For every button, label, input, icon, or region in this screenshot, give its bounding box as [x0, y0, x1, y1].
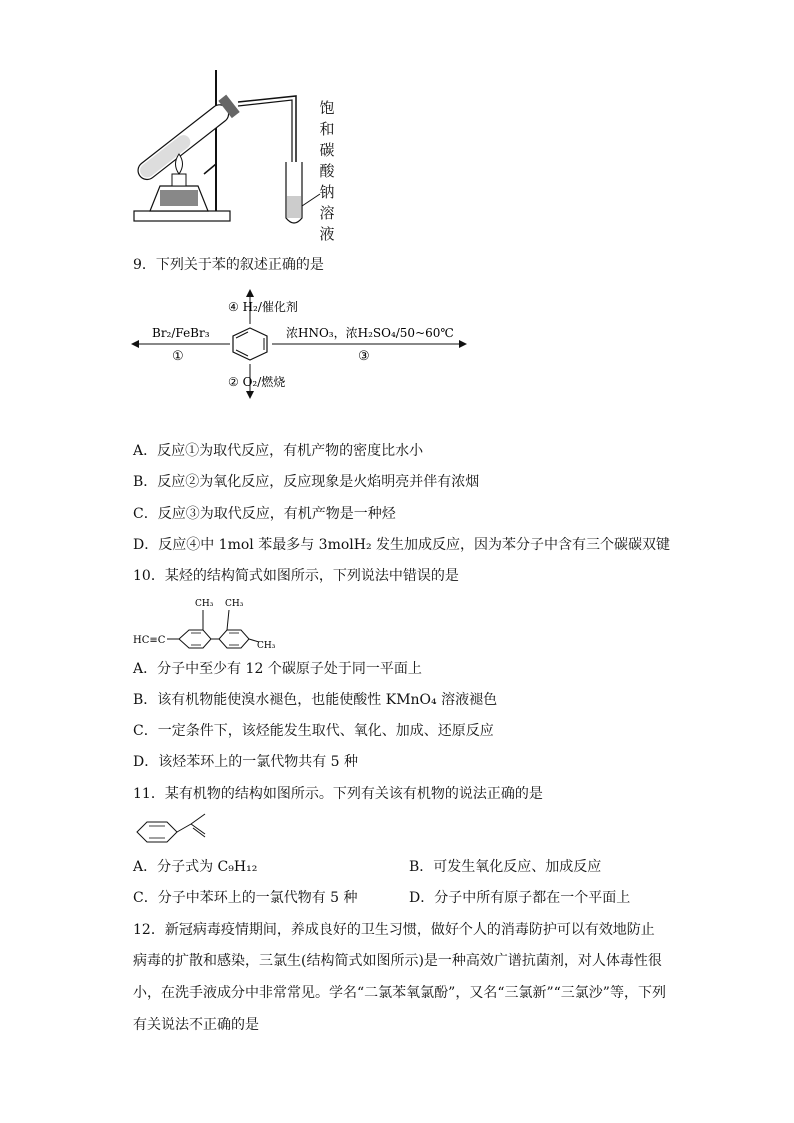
stand-base: [134, 211, 230, 221]
alkyne-label: HC≡C: [133, 635, 166, 646]
q11-option-c: C．分子中苯环上的一氯代物有 5 种: [133, 890, 358, 906]
label-char: 液: [319, 225, 335, 243]
ch3-c: CH₃: [257, 641, 276, 651]
q11-option-a: A．分子式为 C₉H₁₂: [133, 859, 258, 875]
label-char: 溶: [319, 204, 335, 222]
benzene-ring: [233, 328, 267, 360]
label-char: 和: [319, 120, 335, 138]
r1-number: ①: [172, 349, 184, 364]
q12-line-3: 小，在洗手液成分中非常常见。学名“二氯苯氧氯酚”，又名“三氯新”“三氯沙”等，下列: [133, 985, 666, 1001]
q9-option-b: B．反应②为氧化反应，反应现象是火焰明亮并伴有浓烟: [133, 474, 480, 490]
q10-option-c: C．一定条件下，该烃能发生取代、氧化、加成、还原反应: [133, 723, 494, 739]
q12-line-2: 病毒的扩散和感染，三氯生(结构简式如图所示)是一种高效广谱抗菌剂，对人体毒性很: [133, 953, 662, 969]
label-char: 酸: [319, 162, 335, 180]
q9-option-a: A．反应①为取代反应，有机产物的密度比水小: [133, 443, 424, 459]
q9-option-c: C．反应③为取代反应，有机产物是一种烃: [133, 506, 396, 522]
q9-option-d: D．反应④中 1mol 苯最多与 3molH₂ 发生加成反应，因为苯分子中含有三个碳碳双键: [133, 537, 671, 553]
apparatus-label: [318, 98, 336, 245]
q10-stem: 10．某烃的结构简式如图所示，下列说法中错误的是: [133, 568, 459, 584]
ch3-a: CH₃: [195, 599, 214, 609]
label-char: 饱: [319, 99, 335, 117]
label-char: 碳: [319, 141, 335, 159]
benzene-reaction-scheme: [130, 286, 470, 402]
r3-reagent: 浓HNO₃，浓H₂SO₄/50~60℃: [286, 326, 454, 340]
q10-option-d: D．该烃苯环上的一氯代物共有 5 种: [133, 754, 359, 770]
q11-option-b: B．可发生氧化反应、加成反应: [409, 859, 602, 875]
r1-reagent: Br₂/FeBr₃: [152, 326, 210, 340]
delivery-tube: [238, 96, 296, 164]
q12-line-1: 12．新冠病毒疫情期间，养成良好的卫生习惯，做好个人的消毒防护可以有效地防止: [133, 922, 655, 938]
q11-option-d: D．分子中所有原子都在一个平面上: [409, 890, 631, 906]
q12-line-4: 有关说法不正确的是: [133, 1017, 259, 1033]
r2-reagent: ② O₂/燃烧: [228, 375, 286, 389]
q10-structure: [133, 592, 283, 654]
esterification-apparatus: [120, 66, 340, 228]
q10-option-b: B．该有机物能使溴水褪色，也能使酸性 KMnO₄ 溶液褪色: [133, 692, 498, 708]
q11-stem: 11．某有机物的结构如图所示。下列有关该有机物的说法正确的是: [133, 786, 543, 802]
test-tube-slanted: [133, 95, 240, 185]
r4-reagent: ④ H₂/催化剂: [228, 300, 298, 314]
q11-structure: [133, 810, 223, 852]
label-char: 钠: [319, 183, 335, 201]
r3-number: ③: [358, 349, 370, 364]
q9-stem: 9．下列关于苯的叙述正确的是: [133, 257, 324, 273]
q10-option-a: A．分子中至少有 12 个碳原子处于同一平面上: [133, 661, 422, 677]
ch3-b: CH₃: [225, 599, 244, 609]
